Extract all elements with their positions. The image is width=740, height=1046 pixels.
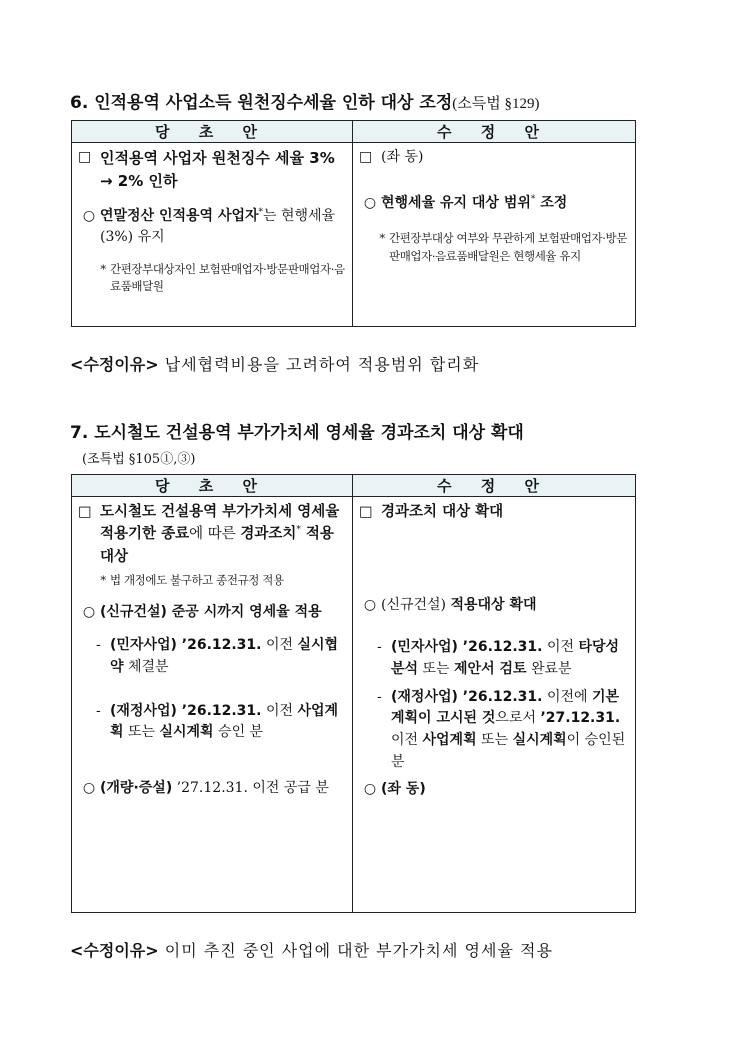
dash-icon: - — [377, 688, 382, 705]
section6-revised-sub: 현행세율 유지 대상 범위* 조정 — [381, 194, 568, 211]
asterisk-icon: * — [379, 231, 385, 246]
section7-original-new-construction: (신규건설) 준공 시까지 영세율 적용 — [100, 603, 322, 620]
reason-text: 이미 추진 중인 사업에 대한 부가가치세 영세율 적용 — [164, 941, 553, 960]
checkbox-square-icon: □ — [78, 504, 92, 520]
reason-label: <수정이유> — [70, 941, 159, 960]
asterisk-icon: * — [100, 573, 106, 588]
dash-icon: - — [96, 637, 101, 654]
section6-revised-cell — [353, 143, 636, 327]
section7-table — [71, 474, 636, 913]
checkbox-square-icon: □ — [359, 149, 373, 165]
checkbox-square-icon: □ — [359, 504, 373, 520]
section7-revised-cell — [353, 497, 636, 913]
section7-header-revised: 수 정 안 — [353, 475, 636, 497]
bullet-circle-icon: ○ — [363, 194, 377, 211]
section7-revised-new-construction: (신규건설) 적용대상 확대 — [381, 597, 537, 614]
checkbox-square-icon: □ — [78, 149, 92, 165]
section6-law: (소득법 §129) — [452, 96, 540, 112]
bullet-circle-icon: ○ — [363, 597, 377, 614]
reason-label: <수정이유> — [70, 355, 159, 374]
section7-header-original: 당 초 안 — [72, 475, 353, 497]
section6-title: 6. 인적용역 사업소득 원천징수세율 인하 대상 조정(소득법 §129) — [70, 93, 540, 113]
section7-revised-public: (재정사업) ’26.12.31. 이전에 기본계획이 고시된 것으로서 ’27.12.31. 이전 사업계획 또는 실시계획이 승인된 분 — [391, 688, 626, 770]
section7-revised-private: (민자사업) ’26.12.31. 이전 타당성 분석 또는 제안서 검토 완료분 — [391, 639, 620, 677]
section7-title: 7. 도시철도 건설용역 부가가치세 영세율 경과조치 대상 확대 — [70, 423, 524, 443]
section7-revised-main: 경과조치 대상 확대 — [381, 504, 504, 520]
reason-text: 납세협력비용을 고려하여 적용범위 합리화 — [164, 355, 480, 374]
bullet-circle-icon: ○ — [363, 781, 377, 798]
section7-original-main: 도시철도 건설용역 부가가치세 영세율 적용기한 종료에 따른 경과조치* 적용 대상 — [100, 504, 340, 565]
bullet-circle-icon: ○ — [82, 603, 96, 620]
section6-header-original: 당 초 안 — [72, 121, 353, 143]
section7-original-private: (민자사업) ’26.12.31. 이전 실시협약 체결분 — [110, 637, 339, 676]
section7-original-public: (재정사업) ’26.12.31. 이전 사업계획 또는 실시계획 승인 분 — [110, 702, 339, 741]
section6-revised-note: 간편장부대상 여부와 무관하게 보험판매업자·방문판매업자·음료품배달원은 현행세율 유지 — [389, 231, 627, 263]
section6-header-revised: 수 정 안 — [353, 121, 636, 143]
section6-original-sub: 연말정산 인적용역 사업자*는 현행세율(3%) 유지 — [100, 206, 336, 246]
section6-original-note: 간편장부대상자인 보험판매업자·방문판매업자·음료품배달원 — [110, 261, 345, 294]
dash-icon: - — [96, 702, 101, 719]
section7-original-cell — [72, 497, 353, 913]
section7-reason — [70, 938, 553, 961]
section6-original-main: 인적용역 사업자 원천징수 세율 3% → 2% 인하 — [100, 149, 335, 191]
section7-original-note: 법 개정에도 불구하고 종전규정 적용 — [110, 573, 284, 588]
asterisk-icon: * — [100, 261, 106, 276]
bullet-circle-icon: ○ — [82, 207, 96, 224]
dash-icon: - — [377, 639, 382, 656]
section6-revised-main: (좌 동) — [381, 149, 424, 165]
section7-revised-upgrade: (좌 동) — [381, 781, 426, 798]
section6-table — [71, 120, 636, 327]
section6-reason — [70, 352, 479, 375]
section6-original-cell — [72, 143, 353, 327]
section7-law: (조특법 §105①,③) — [82, 452, 196, 467]
section7-original-upgrade: (개량·증설) ’27.12.31. 이전 공급 분 — [100, 780, 329, 797]
bullet-circle-icon: ○ — [82, 780, 96, 797]
